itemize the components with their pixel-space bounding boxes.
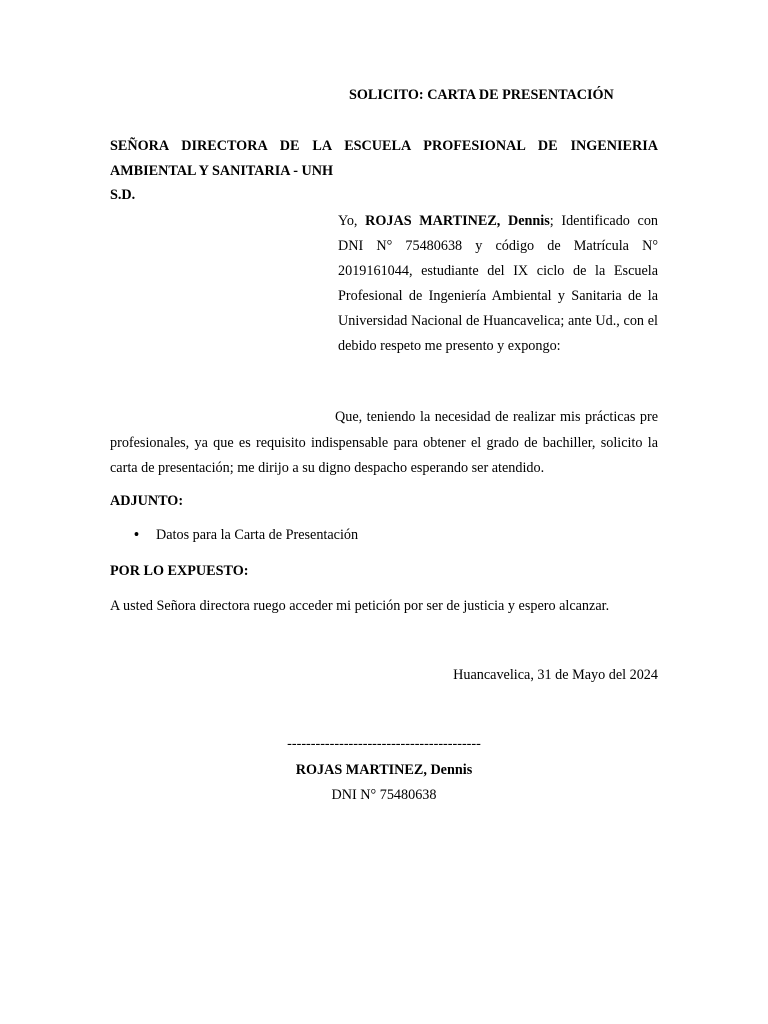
intro-paragraph (338, 209, 658, 359)
body-text: Que, teniendo la necesidad de realizar mis prácticas pre profesionales, ya que es requisito indispensable para obtener el grado de bachiller, solicito la carta de presentación; me dirijo a su digno despacho esperando ser atendido. (110, 409, 658, 476)
signature-name: ROJAS MARTINEZ, Dennis (295, 762, 473, 778)
attachments-heading: ADJUNTO: (110, 493, 184, 509)
attachment-label: Datos para la Carta de Presentación (156, 527, 359, 543)
attachment-item (134, 527, 358, 544)
addressee-line-1: SEÑORA DIRECTORA DE LA ESCUELA PROFESIONAL DE INGENIERIA (110, 138, 658, 154)
addressee-line-2: AMBIENTAL Y SANITARIA - UNH (110, 163, 334, 179)
salutation: S.D. (110, 187, 136, 203)
signature-dni: DNI N° 75480638 (331, 787, 437, 803)
subject-line: SOLICITO: CARTA DE PRESENTACIÓN (349, 87, 614, 103)
body-paragraph (110, 405, 658, 482)
intro-text: ; Identificado con DNI N° 75480638 y código de Matrícula N° 2019161044, estudiante del IX ciclo de la Escuela Profesional de Ingeniería Ambiental y Sanitaria de la Universidad Nacional de Huancavelica; ante Ud., con el debido respeto me presento y expongo: (338, 213, 659, 354)
intro-prefix: Yo, (338, 213, 366, 229)
addressee (110, 134, 658, 184)
date-line: Huancavelica, 31 de Mayo del 2024 (453, 667, 658, 683)
signature-line: ----------------------------------------- (287, 736, 481, 752)
applicant-name: ROJAS MARTINEZ, Dennis (365, 213, 550, 229)
closing-text: A usted Señora directora ruego acceder mi petición por ser de justicia y espero alcanzar. (110, 598, 610, 614)
closing-heading: POR LO EXPUESTO: (110, 563, 249, 579)
bullet-icon: • (134, 527, 139, 543)
